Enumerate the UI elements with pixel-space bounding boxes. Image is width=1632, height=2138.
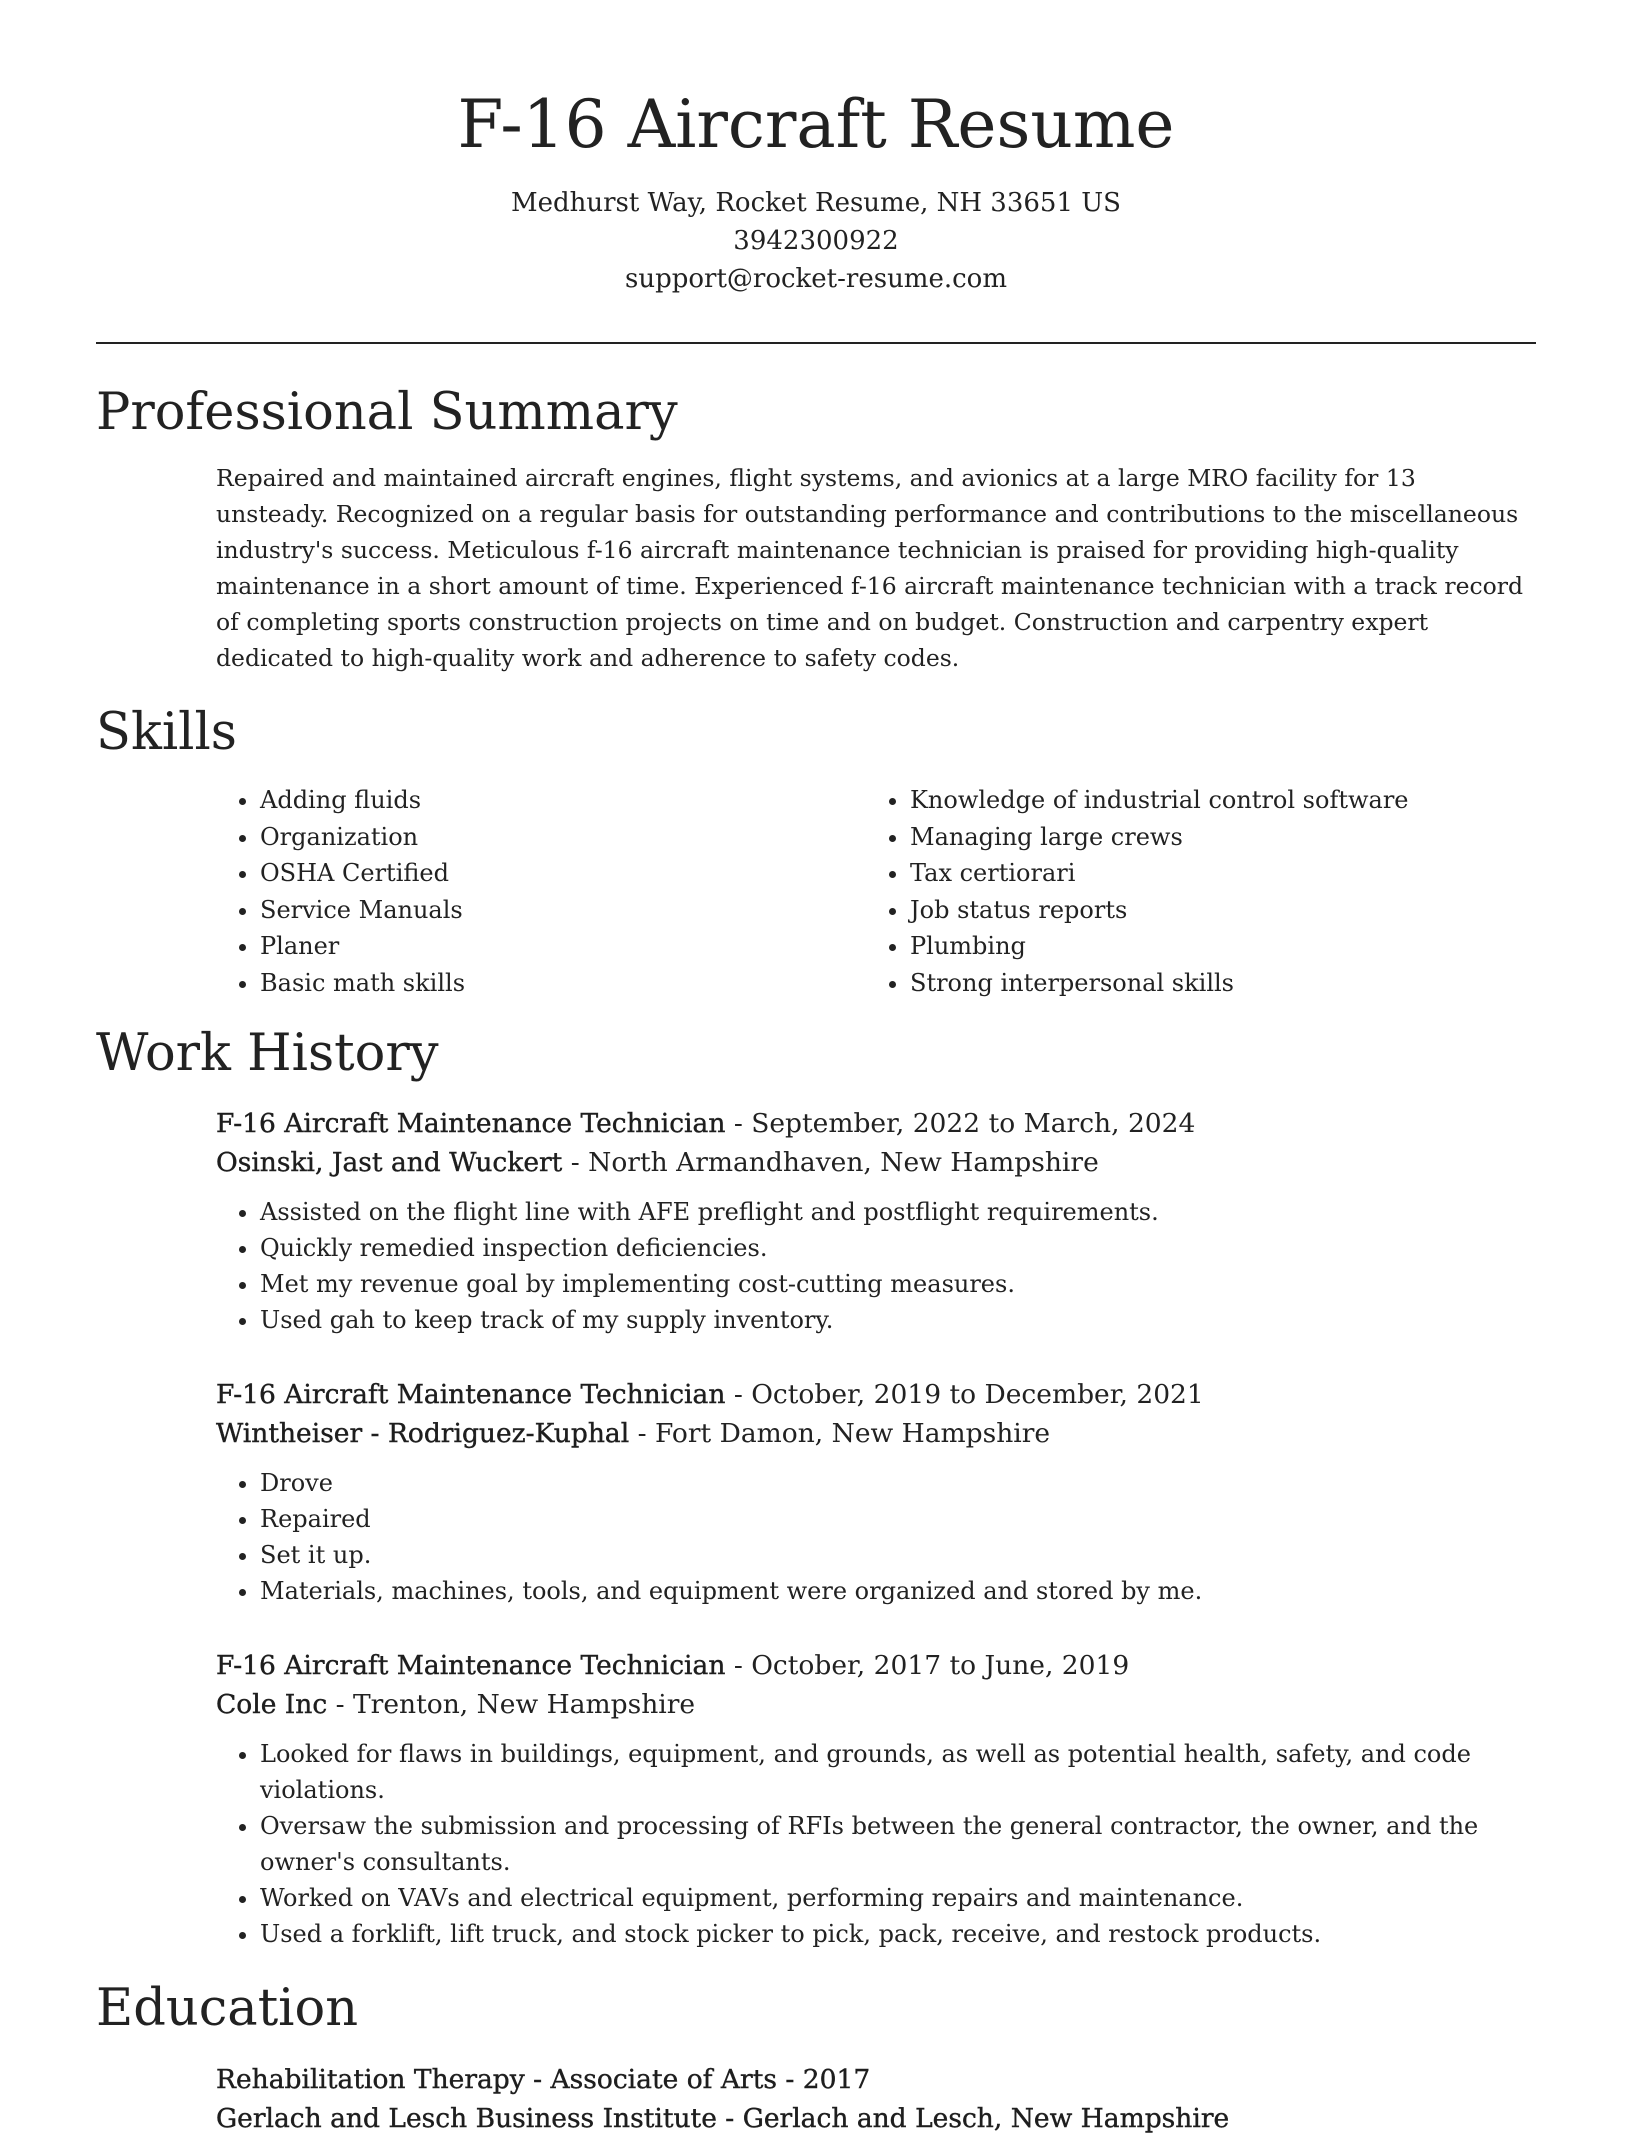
section-title-summary: Professional Summary [96,383,678,442]
skill-item: • Basic math skills [260,965,880,1002]
job-duty: • Set it up. [260,1537,1534,1573]
skill-item: • Service Manuals [260,892,880,929]
job-duty: • Quickly remedied inspection deficiencies. [260,1230,1534,1266]
resume-header [96,80,1536,298]
job-duty: • Assisted on the flight line with AFE preflight and postflight requirements. [260,1194,1534,1230]
job-location: - Trenton, New Hampshire [327,1689,696,1720]
skill-item: • Job status reports [910,892,1578,929]
education-degree: Rehabilitation Therapy - Associate of Arts - 2017 [216,2064,871,2095]
job-company-line [216,1143,1534,1182]
job-duties [216,1736,1534,1952]
job-dates: - September, 2022 to March, 2024 [725,1108,1196,1139]
job-entry [216,1646,1534,1952]
job-company: Cole Inc [216,1689,328,1720]
skill-item: • Plumbing [910,928,1578,965]
job-duty: • Repaired [260,1501,1534,1537]
job-company: Wintheiser - Rodriguez-Kuphal [216,1418,630,1449]
job-duties [216,1194,1534,1338]
section-title-skills: Skills [96,703,237,762]
skills-column-right [866,782,1578,1002]
job-company-line [216,1685,1534,1724]
job-entry [216,1375,1534,1609]
education-degree-line [216,2060,1534,2099]
summary-text: Repaired and maintained aircraft engines, flight systems, and avionics at a large MRO facility for 13 unsteady. Recognized on a regular basis for outstanding performance and contributions to the miscellaneous industry's success. Meticulous f-16 aircraft maintenance technician is praised for providing high-quality maintenance in a short amount of time. Experienced f-16 aircraft maintenance technician with a track record of completing sports construction projects on time and on budget. Construction and carpentry expert dedicated to high-quality work and adherence to safety codes. [216,464,1524,672]
contact-address: Medhurst Way, Rocket Resume, NH 33651 US [510,188,1121,218]
job-duty: • Met my revenue goal by implementing cost-cutting measures. [260,1266,1534,1302]
contact-phone: 3942300922 [733,226,899,256]
job-duty: • Looked for flaws in buildings, equipment, and grounds, as well as potential health, safety, and code violations. [260,1736,1534,1808]
skill-item: • OSHA Certified [260,855,880,892]
job-duty: • Drove [260,1465,1534,1501]
skill-item: • Organization [260,819,880,856]
job-duty: • Oversaw the submission and processing of RFIs between the general contractor, the owner, and the owner's consultants. [260,1808,1534,1880]
job-entry [216,1104,1534,1338]
resume-title: F-16 Aircraft Resume [457,86,1175,163]
skills-column-left [216,782,880,1002]
skill-item: • Knowledge of industrial control software [910,782,1578,819]
job-company-line [216,1414,1534,1453]
skill-item: • Tax certiorari [910,855,1578,892]
job-duty: • Used a forklift, lift truck, and stock picker to pick, pack, receive, and restock products. [260,1916,1534,1952]
job-company: Osinski, Jast and Wuckert [216,1147,563,1178]
job-duty: • Used gah to keep track of my supply inventory. [260,1302,1534,1338]
section-title-education: Education [96,1979,359,2038]
skill-item: • Managing large crews [910,819,1578,856]
job-title: F-16 Aircraft Maintenance Technician [216,1650,726,1681]
skill-item: • Adding fluids [260,782,880,819]
job-duties [216,1465,1534,1609]
job-dates: - October, 2017 to June, 2019 [725,1650,1130,1681]
job-duty: • Worked on VAVs and electrical equipment, performing repairs and maintenance. [260,1880,1534,1916]
job-title-line [216,1646,1534,1685]
header-divider [96,342,1536,344]
education-school: Gerlach and Lesch Business Institute - Gerlach and Lesch, New Hampshire [216,2103,1230,2134]
contact-info [96,184,1536,298]
skill-item: • Planer [260,928,880,965]
job-location: - North Armandhaven, New Hampshire [562,1147,1099,1178]
job-duty: • Materials, machines, tools, and equipment were organized and stored by me. [260,1573,1534,1609]
job-location: - Fort Damon, New Hampshire [629,1418,1051,1449]
education-entry [216,2060,1534,2138]
job-title: F-16 Aircraft Maintenance Technician [216,1379,726,1410]
job-dates: - October, 2019 to December, 2021 [725,1379,1204,1410]
skill-item: • Strong interpersonal skills [910,965,1578,1002]
contact-email: support@rocket-resume.com [624,264,1007,294]
job-title: F-16 Aircraft Maintenance Technician [216,1108,726,1139]
job-title-line [216,1375,1534,1414]
section-title-work-history: Work History [96,1024,439,1083]
education-school-line [216,2099,1534,2138]
job-title-line [216,1104,1534,1143]
